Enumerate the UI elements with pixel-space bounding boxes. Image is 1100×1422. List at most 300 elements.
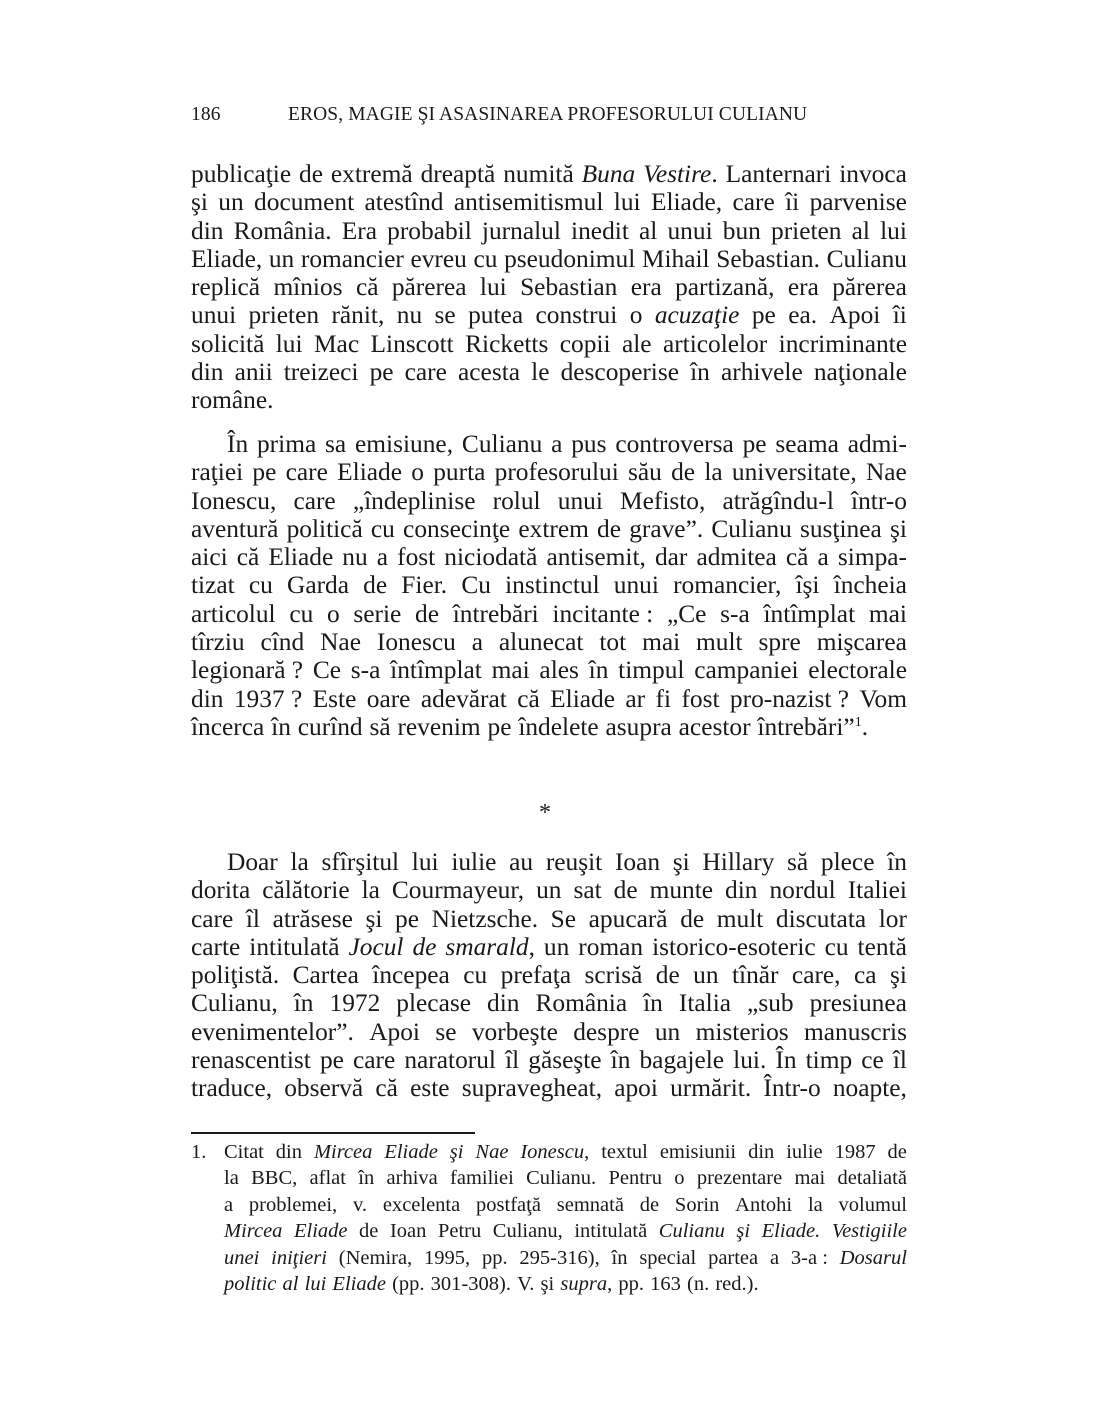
word: controversa — [615, 430, 734, 458]
word: problemei, — [248, 1193, 338, 1216]
word: tîrziu — [191, 628, 245, 657]
word: pp. — [481, 1246, 508, 1269]
word: găseşte — [528, 1046, 602, 1075]
text-line — [191, 273, 907, 301]
word: lui — [880, 216, 907, 245]
word: vorbeşte — [471, 1017, 558, 1046]
word: în — [358, 1167, 375, 1190]
word: noapte, — [832, 1074, 907, 1103]
word: Vestire. — [643, 160, 718, 188]
running-title: EROS, MAGIE ŞI ASASINAREA PROFESORULUI CULIANU — [288, 104, 808, 125]
text-line — [191, 487, 907, 515]
word: susţinea — [799, 514, 882, 543]
word: unui — [557, 486, 603, 515]
word: cu — [370, 514, 395, 543]
word: 163 — [650, 1272, 681, 1295]
word: de — [671, 458, 696, 487]
word: semnată — [556, 1193, 624, 1216]
word: În — [775, 1046, 797, 1075]
word: din — [191, 216, 224, 245]
word: de — [359, 1220, 379, 1243]
word: discutata — [775, 904, 867, 933]
word: urmărit. — [670, 1074, 752, 1103]
word: un — [693, 961, 719, 990]
word: Eliade — [293, 1220, 348, 1243]
word: tot — [599, 628, 627, 657]
word: arhiva — [386, 1167, 438, 1190]
word: Mac — [313, 329, 360, 358]
paragraph — [191, 848, 907, 1103]
word: atrăgîndu-l — [722, 486, 834, 515]
word: electorale — [808, 656, 907, 685]
word: al — [639, 216, 658, 245]
word: incriminante — [778, 329, 907, 358]
word: treizeci — [283, 358, 359, 387]
word: care — [293, 486, 336, 515]
word: iulie — [451, 848, 497, 876]
word: în — [611, 1246, 628, 1269]
word: Culianu — [711, 514, 792, 543]
word: Nietzsche. — [431, 904, 539, 933]
word: un — [218, 188, 244, 217]
word: în — [690, 358, 710, 387]
word: intitulată — [574, 1220, 648, 1243]
text-line — [191, 301, 907, 329]
word: Culianu — [826, 244, 907, 273]
word: a — [817, 543, 829, 572]
word: de — [655, 961, 680, 990]
word: mai — [642, 628, 681, 657]
word: intitulată — [249, 932, 340, 961]
word: sat — [573, 876, 602, 905]
word: emisiunii — [659, 1141, 737, 1163]
word: Sebastian. — [716, 244, 820, 273]
word: În — [227, 430, 249, 458]
word: spre — [758, 628, 801, 657]
word: jurnalul — [481, 216, 561, 245]
word: rănit, — [331, 301, 385, 330]
word: ce — [861, 1046, 884, 1075]
word: a — [551, 430, 563, 458]
word: apucară — [588, 904, 668, 933]
word: al — [851, 216, 870, 245]
word: prefaţa — [500, 961, 572, 990]
word: că — [517, 684, 540, 713]
word: şi — [889, 514, 907, 543]
word: ca — [853, 961, 877, 990]
word: apoi — [614, 1074, 658, 1103]
word: a — [224, 1193, 234, 1216]
word: într-o — [851, 486, 907, 515]
word: red.). — [715, 1272, 759, 1295]
word: nordul — [769, 876, 836, 905]
text-line — [191, 876, 907, 904]
word: universitate, — [731, 458, 857, 487]
word: Culianu, — [492, 1220, 563, 1243]
word: un — [536, 876, 562, 905]
word: mai — [794, 1167, 826, 1190]
word: Eliade — [550, 684, 616, 713]
word: Eliade — [337, 458, 403, 487]
word: manuscris — [804, 1017, 907, 1046]
word: istorico-esoteric — [652, 932, 816, 961]
word: plece — [820, 848, 875, 876]
word: 295-316), — [519, 1246, 600, 1269]
word: extremă — [330, 160, 413, 188]
word: şi — [672, 848, 690, 876]
word: construi — [535, 301, 618, 330]
word: de — [887, 1141, 907, 1163]
text-line — [191, 358, 907, 386]
word: întîmplat — [763, 599, 856, 628]
word: 1995, — [424, 1246, 471, 1269]
word: Ionescu, — [191, 486, 277, 515]
word: Pentru — [608, 1167, 662, 1190]
word: fost — [397, 543, 436, 572]
word: numită — [503, 160, 574, 188]
word: Mefisto, — [620, 486, 706, 515]
word: se — [434, 301, 456, 330]
footnote-reference[interactable]: 1 — [854, 714, 862, 730]
word: o — [629, 301, 643, 330]
word: era — [630, 273, 662, 302]
word: adevărat — [420, 684, 507, 713]
word: „îndeplinise — [352, 486, 476, 515]
word: călătorie — [262, 876, 350, 905]
word: un — [268, 244, 295, 273]
text-line — [191, 458, 907, 486]
word: ale — [621, 329, 652, 358]
footnote-line — [191, 1165, 907, 1191]
text-line — [191, 386, 907, 414]
word: Vestigiile — [831, 1220, 907, 1243]
text-line — [191, 600, 907, 628]
word: admi- — [847, 430, 907, 458]
word: dorita — [191, 876, 251, 905]
footnote-line — [191, 1139, 907, 1165]
word: la — [224, 1167, 239, 1190]
word: pro-nazist ? — [729, 684, 850, 713]
word: excelenta — [382, 1193, 461, 1216]
word: Nae — [475, 1141, 509, 1163]
word: romancier — [300, 244, 404, 273]
word: „Ce — [666, 599, 707, 628]
word: cu — [289, 599, 314, 628]
word: politică — [286, 514, 363, 543]
text-line — [191, 848, 907, 876]
word: ar — [625, 684, 646, 713]
word: Eliade. — [761, 1220, 821, 1243]
word: Citat — [224, 1141, 264, 1163]
word: timp — [805, 1046, 853, 1075]
word: în — [293, 989, 314, 1018]
word: legionară ? — [191, 656, 304, 685]
word: de — [299, 160, 323, 188]
word: fost — [681, 684, 720, 713]
word: Ricketts — [465, 329, 549, 358]
word: său — [628, 458, 662, 487]
word: fi — [655, 684, 672, 713]
word: renascentist — [191, 1046, 311, 1075]
word: din — [275, 1141, 302, 1163]
word: niciodată — [444, 543, 538, 572]
footnote — [191, 1139, 907, 1297]
word: naţionale — [813, 358, 907, 387]
word: în — [610, 1046, 631, 1075]
word: pus — [571, 430, 607, 458]
word: la — [361, 876, 380, 905]
word: ea. — [788, 301, 818, 330]
word: România — [535, 989, 628, 1018]
word: încerca — [191, 712, 265, 741]
word: Mihail — [641, 244, 710, 273]
word: care — [352, 1046, 396, 1075]
word: prezentare — [696, 1167, 783, 1190]
word: sfîrşitul — [321, 848, 400, 876]
word: Eliade — [332, 1272, 386, 1295]
text-line — [191, 933, 907, 961]
word: le — [531, 358, 550, 387]
word: au — [509, 848, 534, 876]
word: familiei — [450, 1167, 514, 1190]
word: pe — [487, 712, 512, 741]
word: pseudonimul — [504, 244, 636, 273]
word: la — [704, 458, 723, 487]
paragraph — [191, 430, 907, 741]
text-line — [191, 245, 907, 273]
word: volumul — [838, 1193, 907, 1216]
word: aici — [191, 543, 228, 572]
word: îl — [505, 1046, 520, 1075]
word: detaliată — [837, 1167, 907, 1190]
word: mai — [868, 599, 907, 628]
word: Buna — [581, 160, 636, 188]
word: Ionescu — [376, 628, 456, 657]
word: este — [410, 1074, 450, 1103]
word: (n. — [687, 1272, 710, 1295]
word: solicită — [191, 329, 265, 358]
word: că — [375, 1074, 398, 1103]
word: din — [191, 684, 224, 713]
word: lui — [479, 273, 507, 302]
word: lui — [304, 1272, 327, 1295]
word: emisiune, — [355, 430, 454, 458]
text-line — [191, 1046, 907, 1074]
word: romancier, — [673, 571, 782, 600]
word: şi — [540, 1272, 555, 1295]
word: pe — [751, 301, 776, 330]
word: atrăsese — [272, 904, 353, 933]
word: acesta — [458, 358, 521, 387]
word: Eliade, — [650, 188, 723, 217]
word: care, — [791, 961, 841, 990]
word: la — [290, 848, 309, 876]
word: îl — [245, 904, 260, 933]
word: naratorul — [404, 1046, 496, 1075]
word: un — [543, 932, 570, 961]
word: textul — [601, 1141, 648, 1163]
footnote-separator-rule — [191, 1132, 475, 1134]
word: antisemit, — [546, 543, 646, 572]
word: inedit — [571, 216, 629, 245]
word: ales — [539, 656, 579, 685]
word: cu — [824, 932, 849, 961]
word: şi — [736, 1220, 751, 1243]
word: unui — [667, 216, 713, 245]
word: descoperise — [560, 358, 680, 387]
word: să — [369, 712, 391, 741]
word: Ioan — [614, 848, 661, 876]
word: smarald, — [445, 932, 535, 961]
word: Fier. — [401, 571, 448, 600]
word: traduce, — [191, 1074, 273, 1103]
word: părerea — [391, 273, 467, 302]
word: de — [639, 1193, 660, 1216]
word: evenimentelor”. — [191, 1017, 354, 1046]
word: întrebări — [452, 599, 539, 628]
word: Dosarul — [839, 1246, 907, 1269]
word: Garda — [286, 571, 350, 600]
word: de — [412, 932, 437, 961]
word: atestînd — [364, 188, 444, 217]
word: Mircea — [313, 1141, 373, 1163]
word: Doar — [227, 848, 278, 876]
word: purta — [433, 458, 486, 487]
text-line — [191, 515, 907, 543]
word: raţiei — [191, 458, 244, 487]
word: presiunea — [809, 989, 907, 1018]
word: şi — [191, 188, 208, 217]
word: tentă — [857, 932, 907, 961]
word: s-a — [720, 599, 750, 628]
word: Eliade — [268, 543, 334, 572]
word: Cu — [461, 571, 491, 600]
word: asupra — [605, 712, 672, 741]
word: care — [285, 458, 328, 487]
word: că — [785, 543, 809, 572]
word: v. — [352, 1193, 368, 1216]
word: pe — [742, 430, 767, 458]
word: nu — [342, 543, 368, 572]
word: document — [254, 188, 355, 217]
word: articolul — [191, 599, 276, 628]
word: Era — [341, 216, 378, 245]
word: o — [411, 458, 424, 487]
word: române. — [191, 386, 274, 415]
word: mai — [491, 656, 530, 685]
word: că — [236, 543, 260, 572]
word: unei — [224, 1246, 260, 1269]
word: îndelete — [518, 712, 599, 741]
word: acestor — [678, 712, 751, 741]
word: copii — [559, 329, 611, 358]
word: Vom — [859, 684, 907, 713]
word: în — [887, 848, 907, 876]
word: Italia — [678, 989, 732, 1018]
page-number: 186 — [191, 104, 221, 125]
word: 301-308). — [430, 1272, 511, 1295]
word: putea — [468, 301, 524, 330]
word: îi — [892, 301, 907, 330]
word: că — [355, 273, 379, 302]
word: plecase — [396, 989, 471, 1018]
word: cu — [463, 961, 488, 990]
word: publicaţie — [191, 160, 292, 188]
word: Sebastian — [520, 273, 618, 302]
word: revenim — [397, 712, 481, 741]
word: campaniei — [694, 656, 799, 685]
word: profesorului — [494, 458, 619, 487]
word: „sub — [747, 989, 794, 1018]
word: 1987 — [834, 1141, 876, 1163]
word: antisemitismul — [453, 188, 604, 217]
word: încheia — [833, 571, 907, 600]
word: mult — [716, 904, 764, 933]
word: şi — [449, 1141, 464, 1163]
word: întîmplat — [390, 656, 482, 685]
word: pe — [252, 458, 277, 487]
word: o — [326, 599, 340, 628]
word: să — [787, 848, 809, 876]
word: anii — [234, 358, 273, 387]
word: lui — [613, 188, 641, 217]
word: tizat — [191, 571, 235, 600]
word: supravegheat, — [461, 1074, 603, 1103]
word: bagajele — [639, 1046, 725, 1075]
word: Hillary — [702, 848, 775, 876]
word: poliţistă. — [191, 961, 280, 990]
text-line — [191, 543, 907, 571]
word: a — [376, 543, 389, 572]
word: partizană, — [675, 273, 775, 302]
word: Antohi — [735, 1193, 793, 1216]
word: timpul — [618, 656, 685, 685]
word: unui — [613, 571, 659, 600]
word: lui — [411, 848, 439, 876]
footnote-line — [191, 1271, 907, 1297]
word: Culianu, — [191, 989, 278, 1018]
word: Ioan — [389, 1220, 427, 1243]
word: iulie — [786, 1141, 823, 1163]
word: carte — [191, 932, 241, 961]
word: partea — [708, 1246, 759, 1269]
word: probabil — [387, 216, 472, 245]
word: Ce — [312, 656, 342, 685]
text-line — [191, 217, 907, 245]
text-line — [191, 330, 907, 358]
word: misterios — [695, 1017, 789, 1046]
word: Cartea — [292, 961, 359, 990]
word: al — [282, 1272, 299, 1295]
word: pp. — [618, 1272, 644, 1295]
word: evreu — [410, 244, 467, 273]
word: 1972 — [329, 989, 381, 1018]
word: de — [680, 904, 705, 933]
word: aflat — [309, 1167, 346, 1190]
word: despre — [573, 1017, 640, 1046]
word: replică — [191, 273, 261, 302]
word: lui. — [733, 1046, 767, 1075]
word: prieten — [771, 216, 842, 245]
text-line — [191, 430, 907, 458]
word: Mircea — [224, 1220, 283, 1243]
word: instinctul — [505, 571, 600, 600]
word: 3-a : — [790, 1246, 828, 1269]
text-line — [191, 961, 907, 989]
word: România. — [233, 216, 332, 245]
text-line — [191, 685, 907, 713]
word: parvenise — [809, 188, 907, 217]
